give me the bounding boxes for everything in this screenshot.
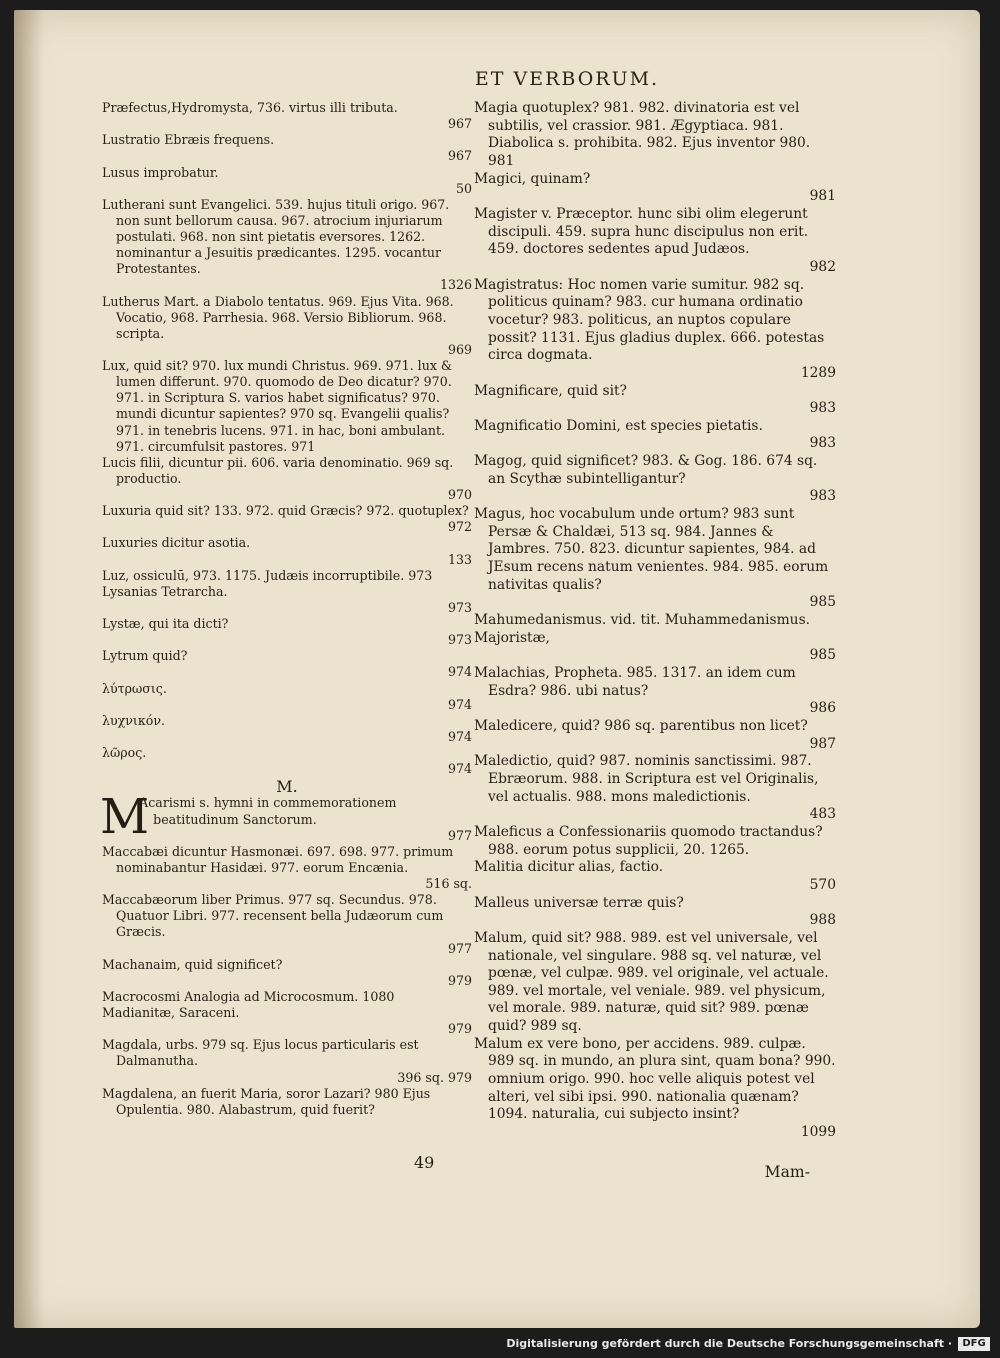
entry-page-ref: 985 bbox=[809, 647, 836, 664]
index-entry bbox=[102, 100, 472, 132]
entry-page-ref: 970 bbox=[447, 487, 472, 502]
entry-text: Magistratus: Hoc nomen varie sumitur. 982 sq. politicus quinam? 983. cur humana ordinatio vocetur? 983. politicus, an nuptos copulare possit? 1131. Ejus gladius duplex. 666. potestas circa dogmata. bbox=[474, 276, 825, 364]
section-letter: M. bbox=[276, 777, 298, 797]
entry-page-ref: 988 bbox=[809, 912, 836, 929]
index-entry bbox=[474, 1036, 836, 1142]
entry-text: Lutherani sunt Evangelici. 539. hujus tituli origo. 967. non sunt bellorum causa. 967. atrocium injuriarum postulati. 968. non sint pietatis eversores. 1262. nominantur a Jesuitis prædicantes. 1295. vocantur Protestantes. bbox=[102, 196, 450, 277]
index-entry bbox=[474, 206, 836, 277]
entry-text: Magici, quinam? bbox=[474, 170, 591, 187]
m-section bbox=[100, 789, 472, 1118]
entry-text: Maledicere, quid? 986 sq. parentibus non licet? bbox=[474, 717, 808, 734]
entry-page-ref: 974 bbox=[447, 696, 472, 712]
index-entry bbox=[102, 1086, 472, 1118]
index-entry bbox=[102, 568, 472, 584]
entry-text: Lytrum quid? bbox=[102, 648, 188, 664]
entry-page-ref: 967 bbox=[447, 148, 472, 164]
entry-text: Macrocosmi Analogia ad Microcosmum. 1080 bbox=[102, 988, 395, 1004]
entry-text: Majoristæ, bbox=[474, 629, 550, 646]
index-entry bbox=[474, 930, 836, 1036]
index-entry bbox=[102, 648, 472, 680]
index-entry bbox=[474, 453, 836, 506]
index-entry bbox=[474, 171, 836, 206]
index-entry bbox=[102, 535, 472, 567]
entry-page-ref: 974 bbox=[447, 664, 472, 680]
index-entry bbox=[102, 197, 472, 294]
entry-text: Malum ex vere bono, per accidens. 989. culpæ. 989 sq. in mundo, an plura sint, quam bona? 990. omnium origo. 990. hoc velle aliquis potest vel alteri, vel sibi ipsi. 990. nationalia quænam? 1094. naturalia, cui subjecto insint? bbox=[474, 1035, 836, 1123]
left-column bbox=[102, 100, 472, 1118]
index-entry bbox=[102, 713, 472, 745]
entry-page-ref: 1326 bbox=[439, 277, 472, 293]
dropcap: M bbox=[100, 789, 150, 846]
index-entry bbox=[102, 165, 472, 197]
index-entry bbox=[102, 455, 472, 503]
entry-page-ref: 979 bbox=[447, 1021, 472, 1037]
entry-text: λῶρος. bbox=[102, 745, 147, 760]
index-entry bbox=[102, 503, 472, 535]
entry-page-ref: 133 bbox=[447, 551, 472, 567]
index-entry bbox=[474, 630, 836, 665]
index-entry bbox=[102, 358, 472, 455]
entry-text: Lucis filii, dicuntur pii. 606. varia denominatio. 969 sq. productio. bbox=[102, 454, 454, 486]
index-entry bbox=[102, 844, 472, 892]
left-entries bbox=[102, 100, 472, 777]
entry-text: Magnificatio Domini, est species pietatis. bbox=[474, 417, 763, 434]
entry-page-ref: 516 sq. bbox=[425, 876, 472, 891]
entry-text: Lusus improbatur. bbox=[102, 164, 219, 180]
entry-page-ref: 977 bbox=[447, 827, 472, 843]
page-gutter bbox=[14, 10, 44, 1328]
entry-page-ref: 983 bbox=[809, 488, 836, 505]
entry-text: Mahumedanismus. vid. tit. Muhammedanismus. bbox=[474, 612, 811, 629]
index-entry bbox=[102, 294, 472, 359]
entry-page-ref: 396 sq. 979 bbox=[397, 1069, 472, 1085]
index-entry bbox=[102, 1037, 472, 1085]
running-head: ET VERBORUM. bbox=[474, 68, 660, 90]
index-entry bbox=[102, 1005, 472, 1037]
entry-page-ref: 987 bbox=[809, 735, 836, 752]
entry-page-ref: 50 bbox=[455, 180, 472, 196]
entry-page-ref: 1099 bbox=[800, 1124, 836, 1141]
index-entry bbox=[102, 989, 472, 1005]
entry-text: Magia quotuplex? 981. 982. divinatoria est vel subtilis, vel crassior. 981. Ægyptiaca. 981. Diabolica s. prohibita. 982. Ejus inventor 980. 981 bbox=[474, 100, 811, 169]
index-entry bbox=[102, 745, 472, 777]
entry-page-ref: 983 bbox=[809, 435, 836, 452]
index-entry bbox=[474, 418, 836, 453]
entry-text: λυχνικόν. bbox=[102, 712, 165, 728]
index-entry bbox=[474, 100, 836, 171]
entry-text: Malitia dicitur alias, factio. bbox=[474, 859, 664, 876]
entry-text: Luxuries dicitur asotia. bbox=[102, 535, 251, 551]
entry-text: Maledictio, quid? 987. nominis sanctissimi. 987. Ebræorum. 988. in Scriptura est vel Originalis, vel actualis. 988. mons maledictionis. bbox=[474, 753, 819, 805]
index-entry bbox=[474, 753, 836, 824]
entry-text: Madianitæ, Saraceni. bbox=[102, 1005, 240, 1020]
index-entry bbox=[474, 383, 836, 418]
entry-text: Luxuria quid sit? 133. 972. quid Græcis? 972. quotuplex? bbox=[102, 503, 469, 519]
index-entry bbox=[102, 957, 472, 989]
right-column bbox=[474, 100, 836, 1142]
index-entry bbox=[100, 789, 472, 846]
entry-text: Lystæ, qui ita dicti? bbox=[102, 616, 229, 631]
entry-text: Magnificare, quid sit? bbox=[474, 382, 627, 399]
entry-text: Malum, quid sit? 988. 989. est vel universale, vel nationale, vel singulare. 988 sq. vel naturæ, vel pœnæ, vel culpæ. 989. vel originale, vel actuale. 989. vel mortale, vel veniale. 989. vel physicum, vel morale. 989. naturæ, quid sit? 989. pœnæ quid? 989 sq. bbox=[474, 929, 829, 1035]
catchword: Mam- bbox=[764, 1163, 810, 1181]
entry-page-ref: 982 bbox=[809, 258, 836, 275]
entry-page-ref: 570 bbox=[809, 876, 836, 893]
index-entry bbox=[474, 665, 836, 718]
entry-page-ref: 973 bbox=[447, 599, 472, 615]
entry-text: Magog, quid significet? 983. & Gog. 186. 674 sq. an Scythæ subintelligantur? bbox=[474, 453, 818, 487]
entry-text: Maleficus a Confessionariis quomodo tractandus? 988. eorum potus supplicii, 20. 1265. bbox=[474, 823, 823, 858]
entry-page-ref: 983 bbox=[809, 400, 836, 417]
index-entry bbox=[474, 612, 836, 630]
index-entry bbox=[474, 824, 836, 859]
entry-page-ref: 977 bbox=[447, 940, 472, 956]
entry-page-ref: 986 bbox=[809, 700, 836, 717]
left-m-entries bbox=[100, 789, 472, 1118]
entry-page-ref: 969 bbox=[447, 341, 472, 357]
index-entry bbox=[102, 681, 472, 713]
entry-page-ref: 985 bbox=[809, 594, 836, 611]
index-entry bbox=[474, 506, 836, 612]
entry-page-ref: 972 bbox=[447, 519, 472, 535]
entry-text: Luz, ossiculū, 973. 1175. Judæis incorruptibile. 973 bbox=[102, 567, 433, 583]
entry-text: Machanaim, quid significet? bbox=[102, 956, 283, 972]
entry-text: Magister v. Præceptor. hunc sibi olim elegerunt discipuli. 459. supra hunc discipulus non erit. 459. doctores sedentes apud Judæos. bbox=[474, 205, 809, 258]
entry-text: Magus, hoc vocabulum unde ortum? 983 sunt Persæ & Chaldæi, 513 sq. 984. Jannes & Jambres. 750. 823. dicuntur sapientes, 984. ad JEsum recens natum venientes. 984. 985. eorum nativitas qualis? bbox=[474, 506, 829, 593]
index-entry bbox=[474, 277, 836, 383]
book-page bbox=[14, 10, 980, 1328]
entry-page-ref: 483 bbox=[809, 806, 836, 823]
index-entry bbox=[474, 859, 836, 894]
entry-text: Malleus universæ terræ quis? bbox=[474, 894, 684, 911]
entry-page-ref: 974 bbox=[447, 728, 472, 744]
entry-page-ref: 974 bbox=[447, 761, 472, 777]
entry-text: Acarismi s. hymni in commemorationem beatitudinum Sanctorum. bbox=[139, 795, 397, 827]
entry-text: Magdalena, an fuerit Maria, soror Lazari? 980 Ejus Opulentia. 980. Alabastrum, quid fuerit? bbox=[102, 1085, 431, 1117]
entry-page-ref: 973 bbox=[447, 632, 472, 648]
index-entry bbox=[102, 892, 472, 957]
dfg-logo: DFG bbox=[958, 1337, 990, 1351]
entry-text: Malachias, Propheta. 985. 1317. an idem cum Esdra? 986. ubi natus? bbox=[474, 665, 796, 699]
entry-text: Lustratio Ebræis frequens. bbox=[102, 132, 275, 148]
entry-page-ref: 979 bbox=[447, 972, 472, 988]
entry-text: Maccabæi dicuntur Hasmonæi. 697. 698. 977. primum nominabantur Hasidæi. 977. eorum Encænia. bbox=[102, 843, 454, 875]
footer-credit: Digitalisierung gefördert durch die Deutsche Forschungsgemeinschaft · bbox=[506, 1337, 952, 1350]
entry-text: Lux, quid sit? 970. lux mundi Christus. 969. 971. lux & lumen differunt. 970. quomodo de Deo dicatur? 970. 971. in Scriptura S. varios habet significatus? 970. mundi dicuntur sapientes? 970 sq. Evangelii qualis? 971. in tenebris lucens. 971. in hac, boni ambulant. 971. circumfulsit pastores. 971 bbox=[102, 358, 453, 454]
index-entry bbox=[474, 895, 836, 930]
entry-page-ref: 967 bbox=[447, 116, 472, 132]
entry-text: Maccabæorum liber Primus. 977 sq. Secundus. 978. Quatuor Libri. 977. recensent bella Judæorum cum Græcis. bbox=[102, 892, 444, 940]
entry-text: λύτρωσις. bbox=[102, 680, 167, 696]
index-entry bbox=[102, 584, 472, 616]
entry-page-ref: 1289 bbox=[800, 364, 836, 381]
entry-text: Præfectus,Hydromysta, 736. virtus illi tributa. bbox=[102, 100, 398, 115]
entry-page-ref: 981 bbox=[809, 188, 836, 205]
entry-text: Lysanias Tetrarcha. bbox=[102, 583, 228, 599]
entry-text: Magdala, urbs. 979 sq. Ejus locus particularis est Dalmanutha. bbox=[102, 1037, 419, 1069]
footer-bar bbox=[0, 1328, 1000, 1358]
index-entry bbox=[102, 132, 472, 164]
entry-text: Lutherus Mart. a Diabolo tentatus. 969. Ejus Vita. 968. Vocatio, 968. Parrhesia. 968. Versio Bibliorum. 968. scripta. bbox=[102, 293, 454, 341]
signature-mark: 49 bbox=[414, 1153, 435, 1172]
index-entry bbox=[474, 718, 836, 753]
right-entries bbox=[474, 100, 836, 1142]
index-entry bbox=[102, 616, 472, 648]
